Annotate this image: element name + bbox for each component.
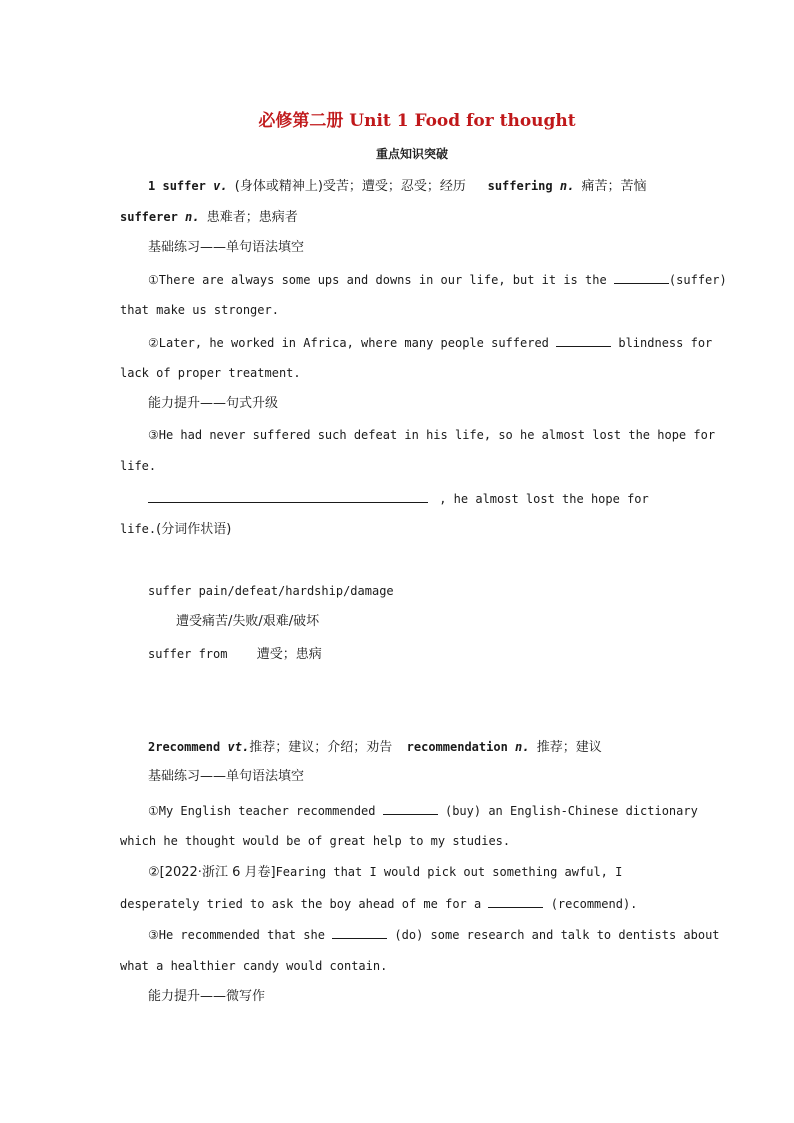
answer-blank[interactable] [614, 271, 669, 284]
page-title: 必修第二册 Unit 1 Food for thought [258, 111, 576, 131]
exercise-question [148, 334, 712, 351]
definition: 推荐；建议；介绍；劝告 [249, 740, 393, 755]
answer-blank[interactable] [332, 926, 387, 939]
question-hint: (suffer) [668, 273, 727, 287]
entry-number: 2 [148, 740, 156, 754]
question-text: which he thought would be of great help to my studies. [120, 834, 511, 848]
question-text: ③He recommended that she [148, 928, 325, 942]
part-of-speech: vt. [227, 740, 250, 754]
question-text: (buy) an English-Chinese dictionary [444, 804, 698, 818]
vocab-entry-suffer [148, 178, 647, 195]
entry-number: 1 [148, 179, 156, 193]
question-text: what a healthier candy would contain. [120, 959, 388, 973]
question-text: ②Later, he worked in Africa, where many people suffered [148, 336, 549, 350]
part-of-speech: n. [559, 179, 575, 193]
question-text: ①There are always some ups and downs in our life, but it is the [148, 273, 607, 287]
question-text: blindness for [618, 336, 713, 350]
answer-blank[interactable] [488, 895, 543, 908]
question-text: , he almost lost the hope for [439, 492, 649, 506]
exercise-heading: 能力提升——微写作 [148, 989, 266, 1004]
question-source: ②[2022·浙江 6 月卷] [148, 865, 276, 880]
answer-blank[interactable] [148, 490, 428, 503]
exercise-question [148, 802, 698, 819]
answer-blank[interactable] [383, 802, 438, 815]
question-text: lack of proper treatment. [120, 366, 301, 380]
phrase-chinese: 遭受；患病 [256, 647, 322, 662]
phrase-english: suffer pain/defeat/hardship/damage [148, 584, 394, 598]
vocab-entry-sufferer [120, 209, 298, 226]
derived-word: suffering [487, 179, 553, 193]
phrase-chinese: 遭受痛苦/失败/艰难/破坏 [176, 614, 320, 629]
definition: 推荐；建议 [536, 740, 602, 755]
exercise-question [148, 926, 720, 943]
rewrite-line [148, 490, 649, 507]
exercise-heading: 基础练习——单句语法填空 [148, 769, 305, 784]
derived-word: sufferer [120, 210, 178, 224]
exercise-question-cont [120, 895, 637, 912]
exercise-question [148, 271, 727, 288]
definition: 患难者；患病者 [206, 210, 298, 225]
part-of-speech: v. [213, 179, 228, 193]
question-text: Fearing that I would pick out something awful, I [275, 865, 623, 879]
exercise-heading: 能力提升——句式升级 [148, 396, 279, 411]
exercise-heading: 基础练习——单句语法填空 [148, 240, 305, 255]
headword: suffer [162, 179, 206, 193]
definition: 痛苦；苦恼 [581, 179, 647, 194]
question-text: desperately tried to ask the boy ahead of me for a [120, 897, 482, 911]
question-hint: (recommend). [550, 897, 638, 911]
question-text: life. [120, 459, 157, 473]
part-of-speech: n. [185, 210, 200, 224]
headword: recommend [155, 740, 221, 754]
definition: (身体或精神上)受苦；遭受；忍受；经历 [234, 179, 466, 194]
phrase-entry [148, 646, 322, 663]
question-text: ③He had never suffered such defeat in his life, so he almost lost the hope for [148, 428, 716, 442]
derived-word: recommendation [406, 740, 508, 754]
question-note: (分词作状语) [156, 522, 232, 537]
vocab-entry-recommend [148, 739, 602, 756]
part-of-speech: n. [515, 740, 530, 754]
question-text: that make us stronger. [120, 303, 279, 317]
phrase-english: suffer from [148, 647, 228, 661]
question-text: life. [120, 522, 157, 536]
exercise-question [148, 864, 622, 881]
question-text: ①My English teacher recommended [148, 804, 376, 818]
rewrite-line-end [120, 521, 231, 538]
section-heading: 重点知识突破 [375, 147, 448, 161]
answer-blank[interactable] [556, 334, 611, 347]
question-text: (do) some research and talk to dentists about [394, 928, 720, 942]
